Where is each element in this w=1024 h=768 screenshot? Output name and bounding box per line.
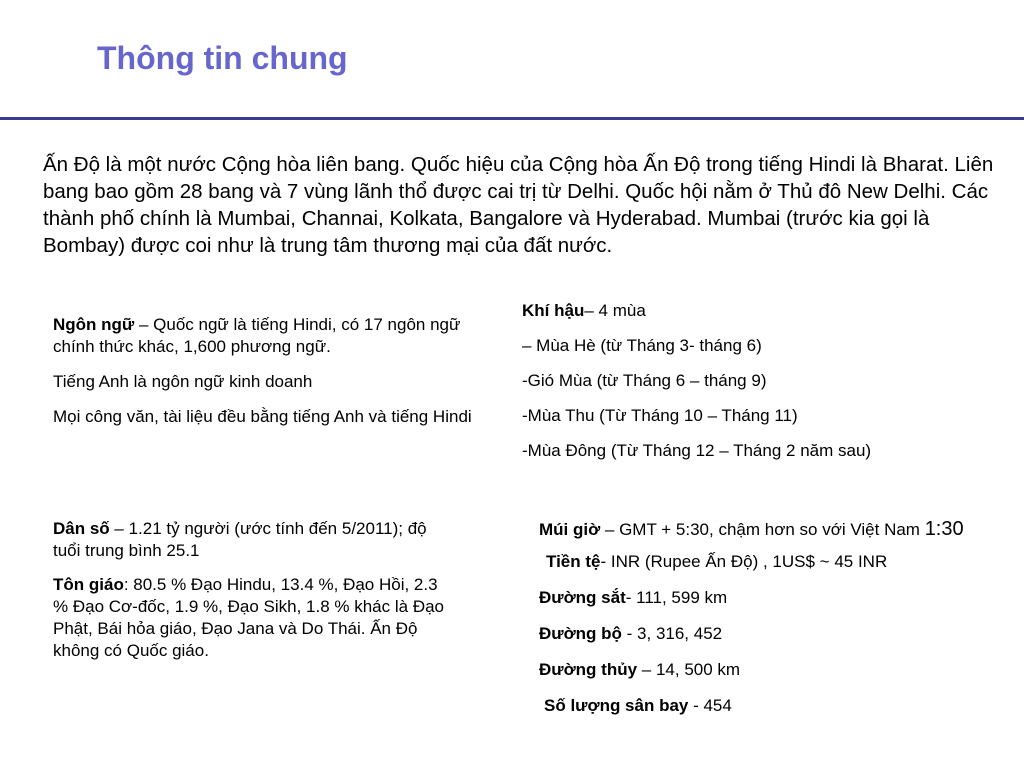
waterway-text: – 14, 500 km — [637, 660, 741, 679]
railway-text: - 111, 599 km — [625, 588, 728, 607]
season-monsoon: -Gió Mùa (từ Tháng 6 – tháng 9) — [522, 371, 767, 390]
population-label: Dân số — [53, 519, 110, 538]
population-text: – 1.21 tỷ người (ước tính đến 5/2011); độ tuổi trung bình 25.1 — [53, 519, 427, 560]
timezone-text-2: 1:30 — [924, 518, 964, 540]
population-section — [53, 518, 453, 674]
intro-paragraph: Ấn Độ là một nước Cộng hòa liên bang. Quốc hiệu của Cộng hòa Ấn Độ trong tiếng Hindi là Bharat. Liên bang bao gồm 28 bang và 7 vùng lãnh thổ được cai trị từ Delhi. Quốc hội nằm ở Thủ đô New Delhi. Các thành phố chính là Mumbai, Channai, Kolkata, Bangalore và Hyderabad. Mumbai (trước kia gọi là Bombay) được coi như là trung tâm thương mại của đất nước. — [43, 153, 994, 257]
documents-language-line: Mọi công văn, tài liệu đều bằng tiếng Anh và tiếng Hindi — [53, 407, 472, 426]
currency-text: - INR (Rupee Ấn Độ) , 1US$ ~ 45 INR — [600, 552, 888, 571]
climate-label: Khí hậu — [522, 301, 585, 320]
religion-text: : 80.5 % Đạo Hindu, 13.4 %, Đạo Hồi, 2.3 % Đạo Cơ-đốc, 1.9 %, Đạo Sikh, 1.8 % khác là Đạo Phật, Bái hỏa giáo, Đạo Jana và Do Thái. Ấn Độ không có Quốc giáo. — [53, 575, 444, 660]
timezone-label: Múi giờ — [539, 520, 601, 539]
climate-line — [522, 300, 902, 322]
page-title: Thông tin chung — [97, 40, 348, 76]
road-text: - 3, 316, 452 — [621, 624, 723, 643]
airports-text: - 454 — [688, 696, 732, 715]
railway-line — [539, 587, 1009, 609]
language-section — [53, 314, 483, 441]
airports-label: Số lượng sân bay — [544, 696, 689, 715]
airports-line — [544, 695, 1009, 717]
waterway-label: Đường thủy — [539, 660, 638, 679]
language-text: – Quốc ngữ là tiếng Hindi, có 17 ngôn ngữ chính thức khác, 1,600 phương ngữ. — [53, 315, 461, 356]
religion-line — [53, 574, 453, 662]
season-autumn: -Mùa Thu (Từ Tháng 10 – Tháng 11) — [522, 406, 798, 425]
currency-label: Tiền tệ — [546, 552, 601, 571]
facts-section — [539, 518, 1009, 731]
waterway-line — [539, 659, 1009, 681]
business-language-line: Tiếng Anh là ngôn ngữ kinh doanh — [53, 372, 313, 391]
railway-label: Đường sắt — [539, 588, 626, 607]
climate-section — [522, 300, 902, 475]
timezone-text: – GMT + 5:30, chậm hơn so với Việt Nam — [600, 520, 925, 539]
title-divider — [0, 117, 1024, 120]
climate-text: – 4 mùa — [584, 301, 646, 320]
currency-line — [546, 551, 1009, 573]
population-line — [53, 518, 453, 562]
season-winter: -Mùa Đông (Từ Tháng 12 – Tháng 2 năm sau) — [522, 441, 872, 460]
religion-label: Tôn giáo — [53, 575, 124, 594]
language-label: Ngôn ngữ — [53, 315, 135, 334]
road-line — [539, 623, 1009, 645]
road-label: Đường bộ — [539, 624, 622, 643]
season-summer: – Mùa Hè (từ Tháng 3- tháng 6) — [522, 336, 762, 355]
language-line — [53, 314, 483, 358]
timezone-line — [539, 518, 999, 541]
